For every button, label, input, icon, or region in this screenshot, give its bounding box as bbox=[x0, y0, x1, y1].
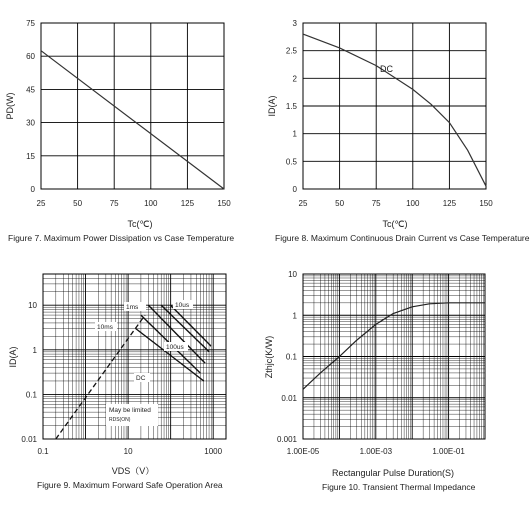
x-tick-label: 50 bbox=[335, 199, 345, 208]
y-tick-label: 1 bbox=[292, 129, 297, 139]
y-tick-label: 2 bbox=[292, 74, 297, 84]
y-tick-label: 0 bbox=[30, 185, 35, 194]
x-tick-label: 100 bbox=[406, 199, 420, 208]
y-axis-label: PD(W) bbox=[5, 92, 15, 120]
annotation-100us: 100us bbox=[166, 344, 184, 351]
caption: Figure 9. Maximum Forward Safe Operation Area bbox=[37, 480, 223, 490]
y-tick-label: 3 bbox=[292, 19, 297, 28]
figure-10-thermal-impedance bbox=[264, 270, 485, 492]
x-tick-label: 150 bbox=[479, 199, 493, 208]
y-tick-label: 0 bbox=[292, 185, 297, 194]
caption: Figure 7. Maximum Power Dissipation vs Case Temperature bbox=[8, 233, 235, 243]
figure-7-power-dissipation bbox=[5, 19, 234, 243]
thermal-impedance-curve bbox=[303, 303, 485, 390]
x-axis-label: VDS（V） bbox=[111, 466, 155, 476]
x-tick-label: 0.1 bbox=[37, 447, 49, 456]
y-tick-label: 10 bbox=[288, 270, 297, 279]
figure-9-safe-operation-area bbox=[8, 274, 226, 490]
y-tick-label: 1.5 bbox=[285, 102, 297, 111]
y-tick-label: 0.1 bbox=[25, 390, 37, 400]
x-tick-label: 125 bbox=[442, 199, 457, 208]
safe-area-boundary-line bbox=[148, 305, 205, 363]
y-axis-label: ID(A) bbox=[8, 346, 18, 368]
annotation-1ms: 1ms bbox=[126, 304, 139, 311]
data-series-line bbox=[41, 51, 224, 189]
y-tick-label: 15 bbox=[26, 151, 35, 161]
x-tick-label: 75 bbox=[109, 199, 119, 208]
annotation-limited: May be limited bbox=[109, 407, 151, 414]
figure-8-drain-current bbox=[267, 19, 530, 243]
y-tick-label: 10 bbox=[28, 301, 37, 311]
y-tick-label: 1 bbox=[32, 345, 37, 355]
annotation-10ms: 10ms bbox=[97, 324, 113, 331]
annotation-dc: DC bbox=[380, 64, 393, 74]
caption: Figure 10. Transient Thermal Impedance bbox=[322, 482, 476, 492]
caption: Figure 8. Maximum Continuous Drain Current vs Case Temperature bbox=[275, 233, 530, 243]
annotation-dc: DC bbox=[136, 375, 146, 382]
y-tick-label: 0.001 bbox=[276, 435, 297, 444]
y-axis-label: Zthjc(K/W) bbox=[264, 335, 274, 379]
x-tick-label: 50 bbox=[73, 199, 83, 208]
plot-frame bbox=[41, 23, 224, 189]
x-axis-label: Tc(℃) bbox=[127, 219, 153, 229]
x-tick-label: 75 bbox=[371, 199, 381, 208]
x-tick-label: 150 bbox=[217, 199, 231, 208]
y-tick-label: 75 bbox=[26, 19, 35, 28]
y-tick-label: 2.5 bbox=[285, 46, 297, 56]
annotation-10us: 10us bbox=[175, 302, 190, 309]
y-tick-label: 0.1 bbox=[285, 352, 297, 362]
x-tick-label: 10 bbox=[123, 447, 133, 456]
y-tick-label: 0.5 bbox=[285, 157, 297, 167]
x-axis-label: Rectangular Pulse Duration(S) bbox=[331, 468, 455, 478]
y-tick-label: 30 bbox=[26, 118, 35, 128]
y-tick-label: 1 bbox=[292, 311, 297, 321]
x-tick-label: 25 bbox=[36, 199, 46, 208]
y-axis-label: ID(A) bbox=[267, 95, 277, 117]
y-tick-label: 0.01 bbox=[21, 435, 37, 444]
x-tick-label: 1000 bbox=[204, 447, 223, 456]
x-tick-label: 25 bbox=[298, 199, 308, 208]
y-tick-label: 0.01 bbox=[281, 393, 297, 403]
x-tick-label: 125 bbox=[180, 199, 195, 208]
y-tick-label: 45 bbox=[26, 85, 35, 95]
y-tick-label: 60 bbox=[26, 52, 35, 62]
x-tick-label: 1.00E-01 bbox=[432, 447, 465, 456]
x-tick-label: 100 bbox=[144, 199, 158, 208]
x-tick-label: 1.00E-05 bbox=[286, 447, 320, 456]
x-axis-label: Tc(℃) bbox=[382, 219, 408, 229]
x-tick-label: 1.00E-03 bbox=[359, 447, 393, 456]
annotation-rdson: RDS(ON) bbox=[109, 417, 131, 423]
data-series-line bbox=[303, 34, 486, 186]
